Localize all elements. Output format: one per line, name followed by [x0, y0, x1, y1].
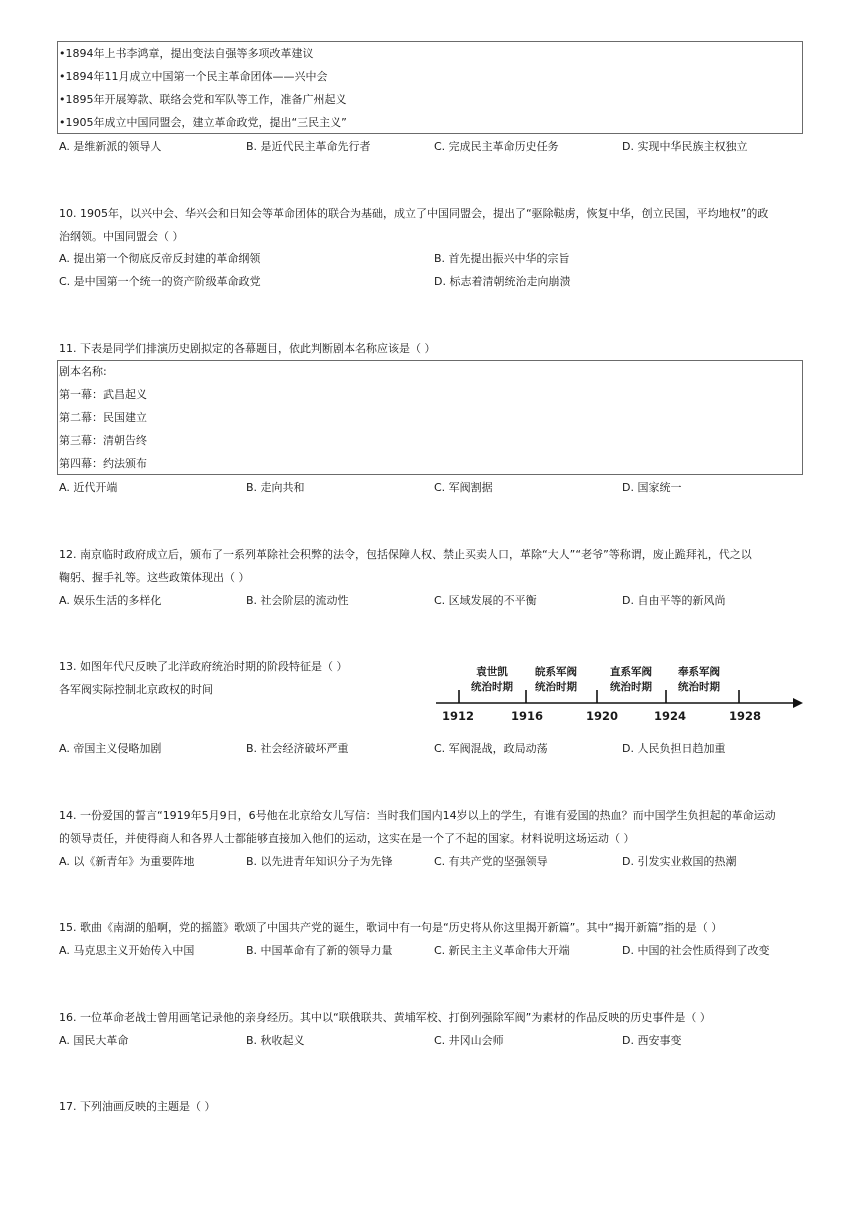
- q16-option-c[interactable]: C. 井冈山会师: [434, 1034, 504, 1047]
- q15-option-b[interactable]: B. 中国革命有了新的领导力量: [246, 944, 393, 957]
- q12-option-b[interactable]: B. 社会阶层的流动性: [246, 594, 349, 607]
- q15-option-d[interactable]: D. 中国的社会性质得到了改变: [622, 944, 770, 957]
- q9-option-d[interactable]: D. 实现中华民族主权独立: [622, 140, 748, 153]
- q11-box-line: 第三幕：清朝告终: [59, 434, 147, 447]
- q9-box-line: •1905年成立中国同盟会，建立革命政党，提出“三民主义”: [59, 116, 347, 129]
- timeline-year: 1912: [442, 709, 475, 723]
- q14-option-c[interactable]: C. 有共产党的坚强领导: [434, 855, 548, 868]
- q11-option-d[interactable]: D. 国家统一: [622, 481, 682, 494]
- q11-box-line: 剧本名称:: [59, 365, 107, 378]
- q12-stem-line1: 12. 南京临时政府成立后，颁布了一系列革除社会积弊的法令，包括保障人权、禁止买卖人口，革除“大人”“老爷”等称谓，废止跪拜礼，代之以: [59, 548, 752, 561]
- q10-stem-line1: 10. 1905年，以兴中会、华兴会和日知会等革命团体的联合为基础，成立了中国同盟会，提出了“驱除鞑虏，恢复中华，创立民国，平均地权”的政: [59, 207, 769, 220]
- q12-stem-line2: 鞠躬、握手礼等。这些政策体现出（ ）: [59, 571, 250, 584]
- q10-stem-line2: 治纲领。中国同盟会（ ）: [59, 230, 184, 243]
- q9-box-line: •1894年上书李鸿章，提出变法自强等多项改革建议: [59, 47, 314, 60]
- q17-stem: 17. 下列油画反映的主题是（ ）: [59, 1100, 216, 1113]
- q9-option-a[interactable]: A. 是维新派的领导人: [59, 140, 162, 153]
- timeline-period-label: 直系军阀 统治时期: [610, 666, 652, 693]
- q11-option-c[interactable]: C. 军阀割据: [434, 481, 493, 494]
- q13-option-b[interactable]: B. 社会经济破坏严重: [246, 742, 349, 755]
- q16-option-d[interactable]: D. 西安事变: [622, 1034, 682, 1047]
- timeline-year: 1916: [511, 709, 544, 723]
- q9-option-c[interactable]: C. 完成民主革命历史任务: [434, 140, 559, 153]
- q9-option-b[interactable]: B. 是近代民主革命先行者: [246, 140, 371, 153]
- q14-stem-line2: 的领导责任，并使得商人和各界人士都能够直接加入他们的运动，这实在是一个了不起的国家。材料说明这场运动（ ）: [59, 832, 635, 845]
- q15-stem: 15. 歌曲《南湖的船啊，党的摇篮》歌颂了中国共产党的诞生，歌词中有一句是“历史将从你这里揭开新篇”。其中“揭开新篇”指的是（ ）: [59, 921, 723, 934]
- q12-option-c[interactable]: C. 区域发展的不平衡: [434, 594, 537, 607]
- q13-caption: 各军阀实际控制北京政权的时间: [59, 683, 213, 696]
- q13-option-d[interactable]: D. 人民负担日趋加重: [622, 742, 726, 755]
- q12-option-d[interactable]: D. 自由平等的新风尚: [622, 594, 726, 607]
- q13-option-a[interactable]: A. 帝国主义侵略加剧: [59, 742, 162, 755]
- timeline-year: 1920: [586, 709, 619, 723]
- q14-option-d[interactable]: D. 引发实业救国的热潮: [622, 855, 737, 868]
- q16-option-a[interactable]: A. 国民大革命: [59, 1034, 129, 1047]
- q15-option-c[interactable]: C. 新民主主义革命伟大开端: [434, 944, 570, 957]
- q14-option-b[interactable]: B. 以先进青年知识分子为先锋: [246, 855, 393, 868]
- q11-box-line: 第一幕：武昌起义: [59, 388, 147, 401]
- q11-option-a[interactable]: A. 近代开端: [59, 481, 118, 494]
- timeline-period-label: 袁世凯 统治时期: [471, 666, 513, 693]
- q11-option-b[interactable]: B. 走向共和: [246, 481, 305, 494]
- q15-option-a[interactable]: A. 马克思主义开始传入中国: [59, 944, 195, 957]
- q14-option-a[interactable]: A. 以《新青年》为重要阵地: [59, 855, 195, 868]
- timeline-year: 1924: [654, 709, 687, 723]
- timeline-period-label: 皖系军阀 统治时期: [535, 666, 577, 693]
- timeline-year: 1928: [729, 709, 762, 723]
- q16-option-b[interactable]: B. 秋收起义: [246, 1034, 305, 1047]
- q10-option-a[interactable]: A. 提出第一个彻底反帝反封建的革命纲领: [59, 252, 261, 265]
- q12-option-a[interactable]: A. 娱乐生活的多样化: [59, 594, 162, 607]
- q11-table-box: [57, 360, 803, 475]
- q10-option-b[interactable]: B. 首先提出振兴中华的宗旨: [434, 252, 570, 265]
- q16-stem: 16. 一位革命老战士曾用画笔记录他的亲身经历。其中以“联俄联共、黄埔军校、打倒列强除军阀”为素材的作品反映的历史事件是（ ）: [59, 1011, 711, 1024]
- q13-stem: 13. 如图年代尺反映了北洋政府统治时期的阶段特征是（ ）: [59, 660, 348, 673]
- q10-option-d[interactable]: D. 标志着清朝统治走向崩溃: [434, 275, 571, 288]
- q11-box-line: 第二幕：民国建立: [59, 411, 147, 424]
- q9-box-line: •1894年11月成立中国第一个民主革命团体——兴中会: [59, 70, 328, 83]
- q11-stem: 11. 下表是同学们排演历史剧拟定的各幕题目，依此判断剧本名称应该是（ ）: [59, 342, 436, 355]
- q10-option-c[interactable]: C. 是中国第一个统一的资产阶级革命政党: [59, 275, 261, 288]
- timeline-period-label: 奉系军阀 统治时期: [678, 666, 720, 693]
- q9-box-line: •1895年开展筹款、联络会党和军队等工作，准备广州起义: [59, 93, 347, 106]
- q13-option-c[interactable]: C. 军阀混战，政局动荡: [434, 742, 548, 755]
- q11-box-line: 第四幕：约法颁布: [59, 457, 147, 470]
- q14-stem-line1: 14. 一份爱国的誓言“1919年5月9日，6号他在北京给女儿写信：当时我们国内14岁以上的学生，有谁有爱国的热血？而中国学生负担起的革命运动: [59, 809, 776, 822]
